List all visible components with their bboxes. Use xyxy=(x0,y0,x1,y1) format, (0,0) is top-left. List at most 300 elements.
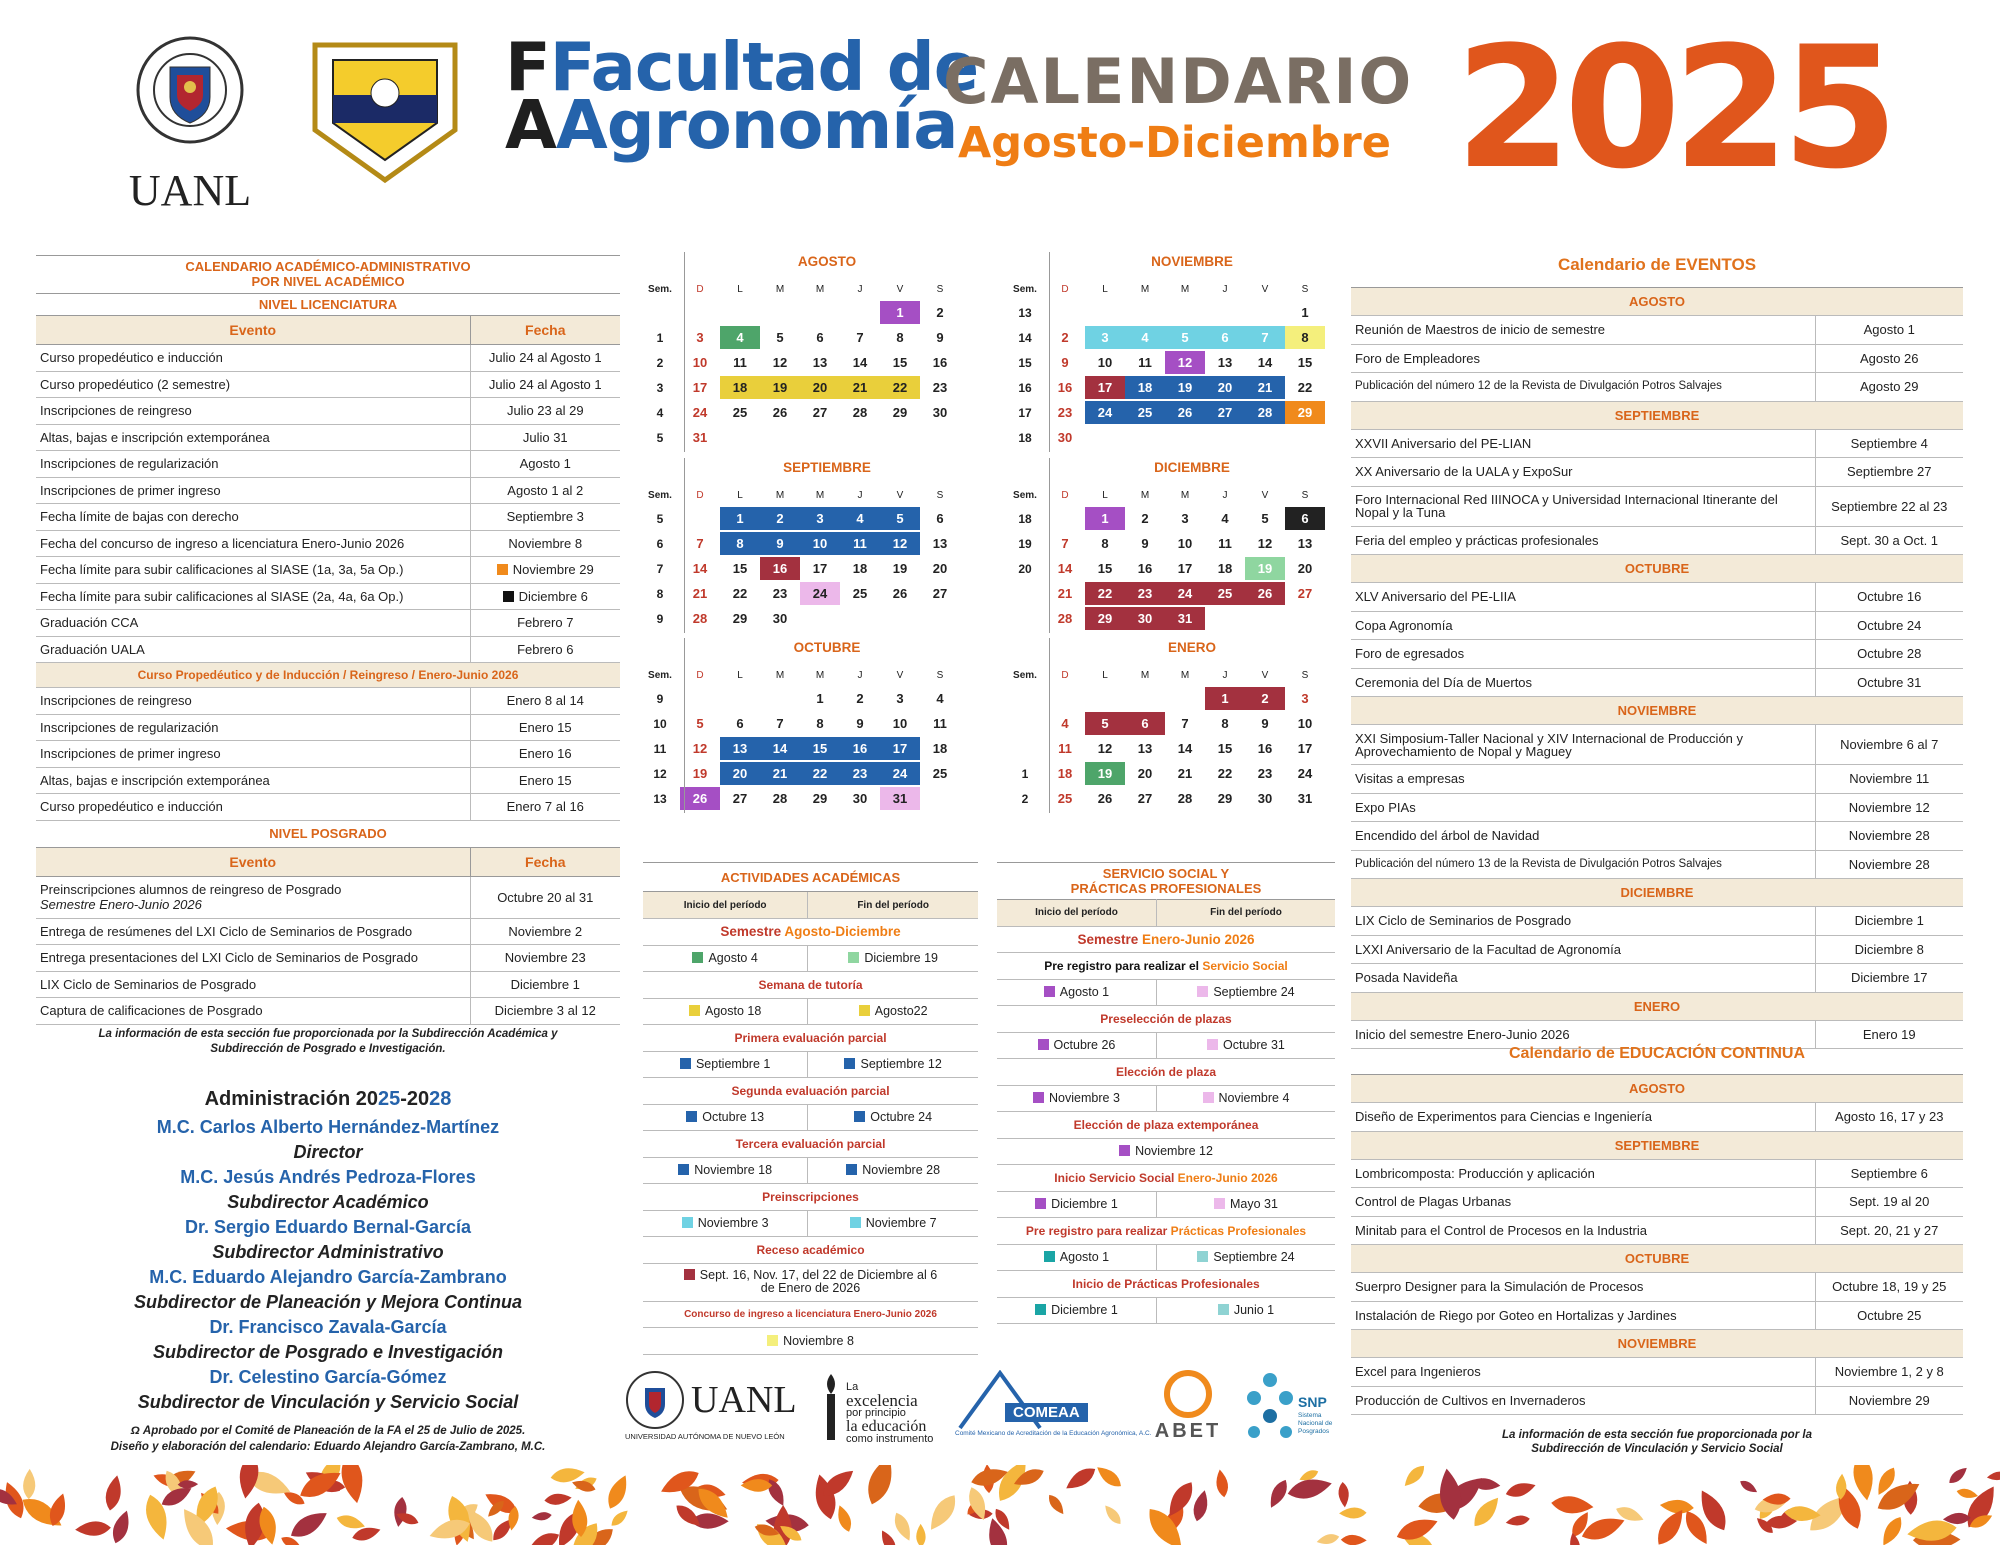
day-cell: 25 xyxy=(732,405,748,420)
heading-text: Preselección de plazas xyxy=(1100,1011,1232,1026)
activity-row xyxy=(997,1032,1335,1059)
day-cell: 1 xyxy=(1301,305,1309,320)
admin-person-name: Dr. Celestino García-Gómez xyxy=(209,1367,447,1387)
day-cell xyxy=(920,426,960,449)
day-cell: 11 xyxy=(933,716,947,731)
period-label: Agosto-Diciembre xyxy=(958,118,1391,168)
footer-uanl-logo xyxy=(625,1370,810,1445)
month-group-header xyxy=(1351,401,1963,429)
day-cell: 2 xyxy=(1061,330,1069,345)
heading-text: Segunda evaluación parcial xyxy=(731,1083,890,1098)
day-cell: 14 xyxy=(1057,561,1073,576)
event-date: Febrero 7 xyxy=(470,610,620,637)
event-date: Octubre 16 xyxy=(1815,583,1963,612)
academic-note-line2: Subdirección de Posgrado e Investigación. xyxy=(210,1042,446,1055)
weekday-header: V xyxy=(896,489,904,501)
day-cell xyxy=(1125,426,1165,449)
table-row xyxy=(36,424,620,451)
col-fecha: Fecha xyxy=(470,316,620,345)
activity-heading xyxy=(643,1078,978,1105)
week-number: 9 xyxy=(656,611,664,626)
weekday-header: M xyxy=(1180,669,1190,681)
weekday-header: V xyxy=(896,669,904,681)
day-cell xyxy=(840,426,880,449)
day-cell: 2 xyxy=(936,305,944,320)
heading-highlight: Prácticas Profesionales xyxy=(1170,1223,1307,1238)
weekday-header: J xyxy=(1222,283,1228,295)
day-cell: 13 xyxy=(932,536,948,551)
weekday-header: D xyxy=(1061,283,1069,295)
abet-ring-icon xyxy=(1162,1368,1214,1420)
day-cell: 11 xyxy=(1218,536,1232,551)
event-name: Minitab para el Control de Procesos en la Industria xyxy=(1351,1216,1815,1245)
day-cell xyxy=(800,426,840,449)
weekday-header: J xyxy=(857,489,863,501)
day-cell: 28 xyxy=(772,791,788,806)
week-row xyxy=(640,686,970,711)
event-name: LIX Ciclo de Seminarios de Posgrado xyxy=(36,971,470,998)
event-date: Noviembre 6 al 7 xyxy=(1815,725,1963,765)
day-cell: 3 xyxy=(1085,326,1125,349)
heading-highlight: Enero-Junio 2026 xyxy=(1142,931,1255,947)
month-label: OCTUBRE xyxy=(1351,555,1963,583)
divider xyxy=(684,458,685,633)
day-cell: 19 xyxy=(892,561,908,576)
event-row xyxy=(1351,1358,1963,1387)
leaf-shape xyxy=(862,1465,899,1508)
week-number: 13 xyxy=(1018,305,1032,320)
day-cell xyxy=(1205,426,1245,449)
day-cell: 26 xyxy=(1245,582,1285,605)
divider xyxy=(1049,252,1050,452)
event-name: Altas, bajas e inscripción extemporánea xyxy=(36,767,470,794)
week-row xyxy=(640,606,970,631)
day-cell: 1 xyxy=(1205,687,1245,710)
licenciatura-table xyxy=(36,315,620,821)
day-cell: 29 xyxy=(1085,607,1125,630)
snp-logo xyxy=(1240,1370,1340,1445)
day-cell: 18 xyxy=(1217,561,1233,576)
week-number: 5 xyxy=(656,511,664,526)
day-cell: 24 xyxy=(1297,766,1313,781)
day-cell: 24 xyxy=(692,405,708,420)
week-number: 4 xyxy=(656,405,664,420)
day-cell: 12 xyxy=(1257,536,1273,551)
exc-line3: por principio xyxy=(846,1407,906,1419)
heading-text: Semana de tutoría xyxy=(758,977,863,992)
day-cell: 24 xyxy=(1085,401,1125,424)
day-cell: 27 xyxy=(932,586,948,601)
day-cell: 30 xyxy=(932,405,948,420)
day-cell: 23 xyxy=(1257,766,1273,781)
day-cell: 15 xyxy=(1097,561,1113,576)
facultad-seal-icon xyxy=(305,35,465,185)
week-number: 18 xyxy=(1018,430,1032,445)
activity-row xyxy=(997,1112,1335,1139)
day-cell: 31 xyxy=(880,787,920,810)
academic-calendar-panel xyxy=(36,255,620,1057)
leaf-shape xyxy=(525,1529,562,1545)
day-cell: 22 xyxy=(800,762,840,785)
color-marker xyxy=(497,564,508,575)
heading-text: Elección de plaza xyxy=(1115,1064,1217,1079)
weekday-header: S xyxy=(936,489,944,501)
day-cell: 29 xyxy=(812,791,828,806)
uanl-logo xyxy=(135,35,245,145)
week-row xyxy=(1005,711,1335,736)
day-cell: 10 xyxy=(692,355,708,370)
start-date: Agosto 18 xyxy=(643,998,808,1025)
day-cell: 10 xyxy=(1297,716,1313,731)
weekday-header: M xyxy=(815,669,825,681)
activity-heading xyxy=(997,1165,1335,1192)
event-name: Entrega presentaciones del LXI Ciclo de Seminarios de Posgrado xyxy=(36,945,470,972)
activity-heading xyxy=(997,926,1335,953)
day-cell: 15 xyxy=(1297,355,1313,370)
activity-row xyxy=(997,1059,1335,1086)
activity-row xyxy=(997,1218,1335,1245)
start-date: Noviembre 18 xyxy=(643,1157,808,1184)
event-date: Diciembre 6 xyxy=(470,583,620,610)
facultad-line2: AAgronomía xyxy=(505,86,958,164)
event-date: Diciembre 17 xyxy=(1815,964,1963,993)
day-cell: 8 xyxy=(896,330,904,345)
month-calendar-nov xyxy=(1005,252,1335,450)
event-name: Visitas a empresas xyxy=(1351,765,1815,794)
leaf-shape xyxy=(924,1491,961,1535)
year-label: 2025 xyxy=(1455,10,1891,206)
heading-text: Concurso de ingreso a licenciatura Enero-Junio 2026 xyxy=(684,1308,937,1320)
day-cell xyxy=(760,426,800,449)
activity-row xyxy=(643,1184,978,1211)
event-row xyxy=(1351,935,1963,964)
color-marker xyxy=(1035,1304,1046,1315)
event-date: Sept. 30 a Oct. 1 xyxy=(1815,526,1963,555)
facultad-line1: FFacultad de xyxy=(505,28,979,106)
month-name: ENERO xyxy=(1167,640,1216,655)
day-cell xyxy=(1125,301,1165,324)
week-row xyxy=(640,400,970,425)
day-cell: 28 xyxy=(1177,791,1193,806)
day-cell: 17 xyxy=(1297,741,1313,756)
event-subtitle: Semestre Enero-Junio 2026 xyxy=(40,897,202,912)
abet-text: ABET xyxy=(1154,1420,1222,1442)
event-row xyxy=(1351,611,1963,640)
table-row xyxy=(36,876,620,918)
color-marker xyxy=(846,1164,857,1175)
event-date: Sept. 20, 21 y 27 xyxy=(1815,1216,1963,1245)
day-cell xyxy=(1205,607,1245,630)
event-date: Diciembre 1 xyxy=(1815,907,1963,936)
day-cell: 28 xyxy=(1057,611,1073,626)
weekday-header: M xyxy=(815,489,825,501)
event-name: Reunión de Maestros de inicio de semestre xyxy=(1351,316,1815,345)
week-row xyxy=(640,300,970,325)
week-row xyxy=(1005,375,1335,400)
month-name: AGOSTO xyxy=(797,254,857,269)
event-row xyxy=(1351,765,1963,794)
event-row xyxy=(1351,1103,1963,1132)
week-row xyxy=(640,350,970,375)
day-cell: 11 xyxy=(840,532,880,555)
weekday-header: M xyxy=(775,283,785,295)
day-cell xyxy=(1125,687,1165,710)
color-marker xyxy=(1044,986,1055,997)
start-date: Septiembre 1 xyxy=(643,1051,808,1078)
leaf-shape xyxy=(603,1472,632,1511)
day-cell: 8 xyxy=(1285,326,1325,349)
weekday-header: M xyxy=(815,283,825,295)
week-row xyxy=(1005,786,1335,811)
weekday-header: V xyxy=(1261,669,1269,681)
weekday-header: L xyxy=(1102,489,1108,501)
heading-text: Receso académico xyxy=(756,1242,865,1257)
activity-heading xyxy=(997,953,1335,980)
day-cell: 21 xyxy=(760,762,800,785)
weekday-header: L xyxy=(737,283,743,295)
leaf-shape xyxy=(392,1496,408,1527)
day-cell: 24 xyxy=(1165,582,1205,605)
divider xyxy=(684,638,685,813)
admin-person-role: Subdirector de Planeación y Mejora Continua xyxy=(133,1292,523,1312)
event-date: Enero 16 xyxy=(470,741,620,768)
day-cell: 20 xyxy=(932,561,948,576)
day-cell: 2 xyxy=(1245,687,1285,710)
autumn-leaves-border xyxy=(0,1465,2000,1545)
leaf-shape xyxy=(1341,1535,1367,1545)
day-cell xyxy=(800,301,840,324)
day-cell xyxy=(1045,687,1085,710)
event-name: Entrega de resúmenes del LXI Ciclo de Seminarios de Posgrado xyxy=(36,918,470,945)
week-number: 9 xyxy=(656,691,664,706)
color-marker xyxy=(767,1335,778,1346)
leaf-shape xyxy=(1986,1470,2000,1481)
month-name: DICIEMBRE xyxy=(1154,460,1230,475)
day-cell: 2 xyxy=(856,691,864,706)
actividades-title: ACTIVIDADES ACADÉMICAS xyxy=(643,862,978,892)
leaf-shape xyxy=(23,1469,36,1500)
day-cell: 15 xyxy=(1217,741,1233,756)
uanl-seal-icon xyxy=(135,35,245,145)
event-name: LIX Ciclo de Seminarios de Posgrado xyxy=(1351,907,1815,936)
event-row xyxy=(1351,907,1963,936)
leaf-shape xyxy=(1045,1492,1067,1517)
event-date: Octubre 28 xyxy=(1815,640,1963,669)
month-calendar-dic xyxy=(1005,458,1335,631)
day-cell: 17 xyxy=(1085,376,1125,399)
week-header: Sem. xyxy=(648,489,672,501)
col-fin: Fin del período xyxy=(808,892,978,919)
day-cell: 20 xyxy=(800,376,840,399)
color-marker xyxy=(844,1058,855,1069)
start-date: Diciembre 1 xyxy=(997,1191,1156,1218)
activity-row xyxy=(643,972,978,999)
servicio-social-panel xyxy=(997,862,1335,1324)
admin-person-role: Subdirector de Vinculación y Servicio Social xyxy=(137,1392,519,1412)
event-name: Inicio del semestre Enero-Junio 2026 xyxy=(1351,1020,1815,1049)
color-marker xyxy=(859,1005,870,1016)
day-cell: 13 xyxy=(812,355,828,370)
table-row xyxy=(36,371,620,398)
event-row xyxy=(1351,725,1963,765)
footer-uanl-sub: UNIVERSIDAD AUTÓNOMA DE NUEVO LEÓN xyxy=(625,1432,785,1441)
day-cell: 27 xyxy=(1137,791,1153,806)
day-cell: 4 xyxy=(1221,511,1229,526)
day-cell: 14 xyxy=(692,561,708,576)
end-date: Agosto22 xyxy=(808,998,978,1025)
day-cell: 5 xyxy=(776,330,784,345)
color-marker xyxy=(1197,986,1208,997)
leaf-shape xyxy=(878,1528,900,1545)
activity-heading xyxy=(997,1271,1335,1298)
event-date: Septiembre 6 xyxy=(1815,1159,1963,1188)
approval-note xyxy=(36,1423,620,1455)
day-cell: 27 xyxy=(1205,401,1245,424)
week-row xyxy=(640,556,970,581)
activity-heading xyxy=(997,1218,1335,1245)
activity-heading xyxy=(643,972,978,999)
week-number: 13 xyxy=(653,791,667,806)
day-cell: 26 xyxy=(772,405,788,420)
day-cell: 6 xyxy=(816,330,824,345)
event-name: Inscripciones de regularización xyxy=(36,714,470,741)
month-group-header xyxy=(1351,288,1963,316)
month-calendar-ene xyxy=(1005,638,1335,811)
month-label: NOVIEMBRE xyxy=(1351,697,1963,725)
col-inicio: Inicio del período xyxy=(643,892,808,919)
day-cell: 2 xyxy=(1141,511,1149,526)
event-name: Diseño de Experimentos para Ciencias e Ingeniería xyxy=(1351,1103,1815,1132)
activity-heading xyxy=(643,1301,978,1328)
month-group-header xyxy=(1351,992,1963,1020)
event-date: Diciembre 1 xyxy=(470,971,620,998)
day-cell: 20 xyxy=(1297,561,1313,576)
table-row xyxy=(36,794,620,821)
event-row xyxy=(1351,1216,1963,1245)
event-date: Agosto 16, 17 y 23 xyxy=(1815,1103,1963,1132)
ss-title-line1: SERVICIO SOCIAL Y xyxy=(1102,866,1230,881)
table-row xyxy=(36,636,620,663)
color-marker xyxy=(682,1217,693,1228)
day-cell: 10 xyxy=(800,532,840,555)
leaf-shape xyxy=(544,1492,572,1506)
day-cell: 25 xyxy=(1205,582,1245,605)
month-group-header xyxy=(1351,879,1963,907)
color-marker xyxy=(689,1005,700,1016)
table-row xyxy=(36,945,620,972)
day-cell: 7 xyxy=(1181,716,1189,731)
color-marker xyxy=(1197,1251,1208,1262)
day-cell: 16 xyxy=(1057,380,1073,395)
exc-line2: excelencia xyxy=(846,1391,918,1410)
event-date: Noviembre 29 xyxy=(470,557,620,584)
day-cell: 29 xyxy=(732,611,748,626)
table-row xyxy=(36,557,620,584)
event-row xyxy=(1351,850,1963,879)
week-number: 1 xyxy=(1021,766,1029,781)
day-cell xyxy=(1085,426,1125,449)
day-cell: 16 xyxy=(932,355,948,370)
table-row xyxy=(36,477,620,504)
admin-person-role: Director xyxy=(293,1142,363,1162)
day-cell: 8 xyxy=(720,532,760,555)
month-group-header xyxy=(1351,1075,1963,1103)
week-number: 18 xyxy=(1018,511,1032,526)
day-cell: 17 xyxy=(1177,561,1193,576)
day-cell xyxy=(1165,301,1205,324)
event-date: Julio 31 xyxy=(470,424,620,451)
event-name: Foro de Empleadores xyxy=(1351,344,1815,373)
table-row xyxy=(36,767,620,794)
month-label: ENERO xyxy=(1351,992,1963,1020)
admin-person-role: Subdirector Académico xyxy=(227,1192,429,1212)
event-name: LXXI Aniversario de la Facultad de Agronomía xyxy=(1351,935,1815,964)
event-name: Foro de egresados xyxy=(1351,640,1815,669)
event-name: Suerpro Designer para la Simulación de Procesos xyxy=(1351,1273,1815,1302)
color-marker xyxy=(1119,1145,1130,1156)
event-row xyxy=(1351,640,1963,669)
day-cell xyxy=(720,687,760,710)
leaf-shape xyxy=(1436,1467,1464,1521)
event-name: Inscripciones de reingreso xyxy=(36,688,470,715)
day-cell xyxy=(1245,607,1285,630)
day-cell: 3 xyxy=(800,507,840,530)
day-cell: 5 xyxy=(1085,712,1125,735)
day-cell: 6 xyxy=(1125,712,1165,735)
day-cell: 11 xyxy=(1138,355,1152,370)
admin-person-name: M.C. Carlos Alberto Hernández-Martínez xyxy=(156,1117,500,1137)
week-number: 15 xyxy=(1018,355,1032,370)
day-cell: 18 xyxy=(932,741,948,756)
activity-heading xyxy=(997,1059,1335,1086)
event-name: Inscripciones de primer ingreso xyxy=(36,741,470,768)
event-row xyxy=(1351,316,1963,345)
week-number: 2 xyxy=(656,355,664,370)
col-inicio: Inicio del período xyxy=(997,900,1156,927)
event-name: Instalación de Riego por Goteo en Hortalizas y Jardines xyxy=(1351,1301,1815,1330)
day-cell: 29 xyxy=(1217,791,1233,806)
day-cell: 4 xyxy=(936,691,944,706)
day-cell: 4 xyxy=(1061,716,1069,731)
day-cell: 3 xyxy=(696,330,704,345)
day-cell: 9 xyxy=(936,330,944,345)
day-cell: 7 xyxy=(1061,536,1069,551)
day-cell: 30 xyxy=(1257,791,1273,806)
week-row xyxy=(1005,686,1335,711)
event-date: Noviembre 29 xyxy=(1815,1386,1963,1415)
week-header: Sem. xyxy=(1013,669,1037,681)
day-cell xyxy=(1165,426,1205,449)
day-cell: 1 xyxy=(816,691,824,706)
event-date: Septiembre 4 xyxy=(1815,429,1963,458)
leaf-shape xyxy=(1946,1465,1970,1486)
event-name: Fecha límite de bajas con derecho xyxy=(36,504,470,531)
leaf-shape xyxy=(1504,1479,1537,1500)
day-cell xyxy=(720,426,760,449)
end-date: Noviembre 7 xyxy=(808,1210,978,1237)
day-cell: 29 xyxy=(892,405,908,420)
day-cell xyxy=(680,301,720,324)
day-cell xyxy=(880,426,920,449)
day-cell: 31 xyxy=(692,430,708,445)
event-row xyxy=(1351,583,1963,612)
weekday-header: L xyxy=(1102,669,1108,681)
comeaa-sub: Comité Mexicano de Acreditación de la Educación Agronómica, A.C. xyxy=(955,1430,1152,1437)
week-number: 14 xyxy=(1018,330,1032,345)
weekday-header: V xyxy=(1261,283,1269,295)
day-cell: 6 xyxy=(736,716,744,731)
weekday-header: V xyxy=(896,283,904,295)
